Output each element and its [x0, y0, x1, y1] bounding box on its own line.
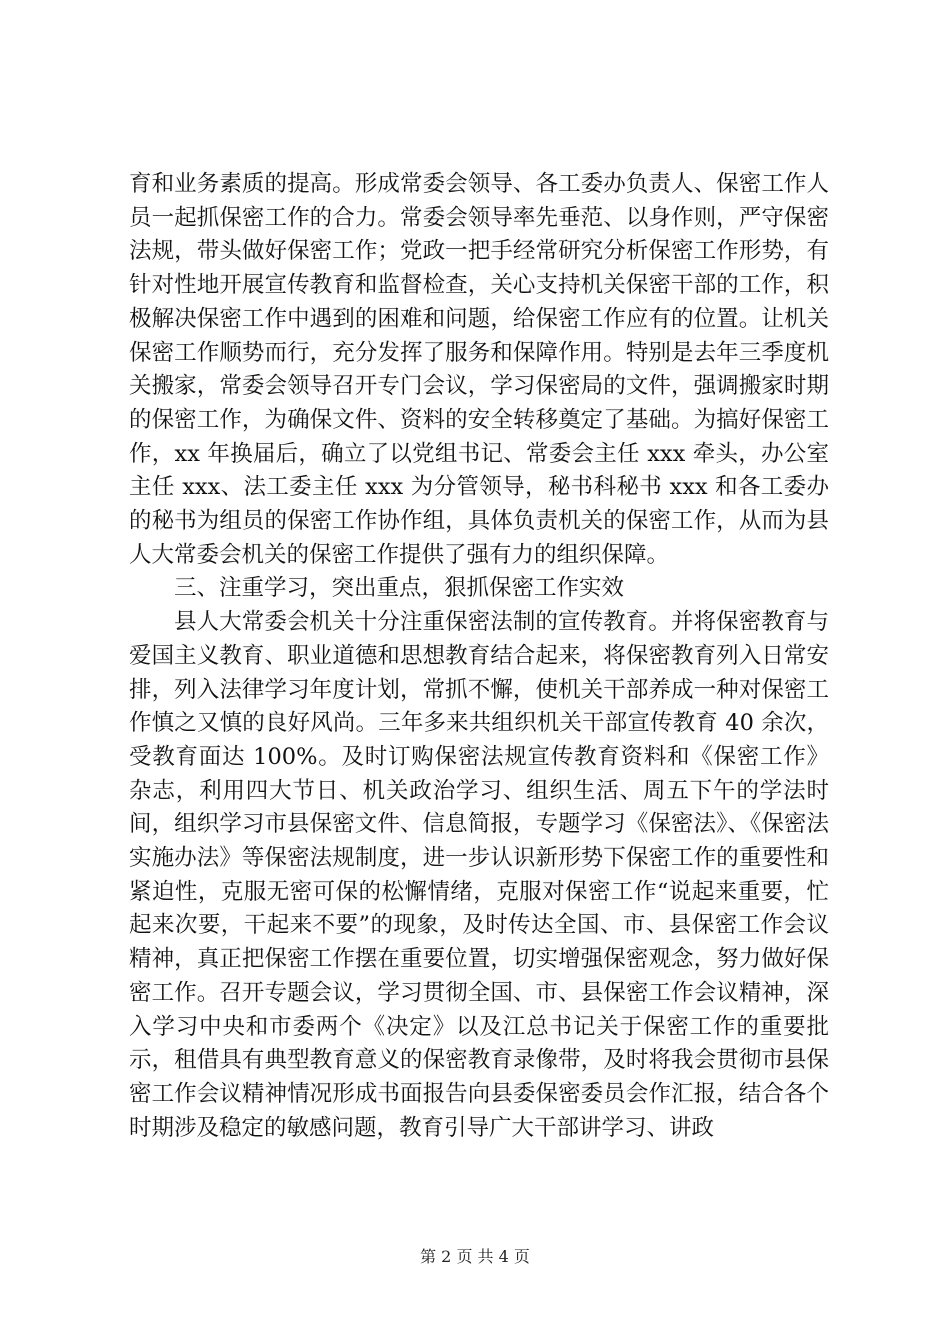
paragraph-body: 县人大常委会机关十分注重保密法制的宣传教育。并将保密教育与爱国主义教育、职业道德和思想教育结合起来，将保密教育列入日常安排，列入法律学习年度计划，常抓不懈，使机关干部养成一种对保密工作慎之又慎的良好风尚。三年多来共组织机关干部宣传教育 40 余次，受教育面达 100%。及时订购保密法规宣传教育资料和《保密工作》杂志，利用四大节日、机关政治学习、组织生活、周五下午的学法时间，组织学习市县保密文件、信息简报，专题学习《保密法》、《保密法实施办法》等保密法规制度，进一步认识新形势下保密工作的重要性和紧迫性，克服无密可保的松懈情绪，克服对保密工作“说起来重要，忙起来次要，干起来不要”的现象，及时传达全国、市、县保密工作会议精神，真正把保密工作摆在重要位置，切实增强保密观念，努力做好保密工作。召开专题会议，学习贯彻全国、市、县保密工作会议精神，深入学习中央和市委两个《决定》以及江总书记关于保密工作的重要批示，租借具有典型教育意义的保密教育录像带，及时将我会贯彻市县保密工作会议精神情况形成书面报告向县委保密委员会作汇报，结合各个时期涉及稳定的敏感问题，教育引导广大干部讲学习、讲政: [129, 609, 829, 1141]
document-body: [129, 168, 829, 1145]
section-heading: 三、注重学习，突出重点，狠抓保密工作实效: [174, 575, 625, 602]
paragraph-continuation: 育和业务素质的提高。形成常委会领导、各工委办负责人、保密工作人员一起抓保密工作的合力。常委会领导率先垂范、以身作则，严守保密法规，带头做好保密工作；党政一把手经常研究分析保密工作形势，有针对性地开展宣传教育和监督检查，关心支持机关保密干部的工作，积极解决保密工作中遇到的困难和问题，给保密工作应有的位置。让机关保密工作顺势而行，充分发挥了服务和保障作用。特别是去年三季度机关搬家，常委会领导召开专门会议，学习保密局的文件，强调搬家时期的保密工作，为确保文件、资料的安全转移奠定了基础。为搞好保密工作，xx 年换届后，确立了以党组书记、常委会主任 xxx 牵头，办公室主任 xxx、法工委主任 xxx 为分管领导，秘书科秘书 xxx 和各工委办的秘书为组员的保密工作协作组，具体负责机关的保密工作，从而为县人大常委会机关的保密工作提供了强有力的组织保障。: [129, 171, 829, 568]
page-footer: 第 2 页 共 4 页: [420, 1247, 530, 1266]
